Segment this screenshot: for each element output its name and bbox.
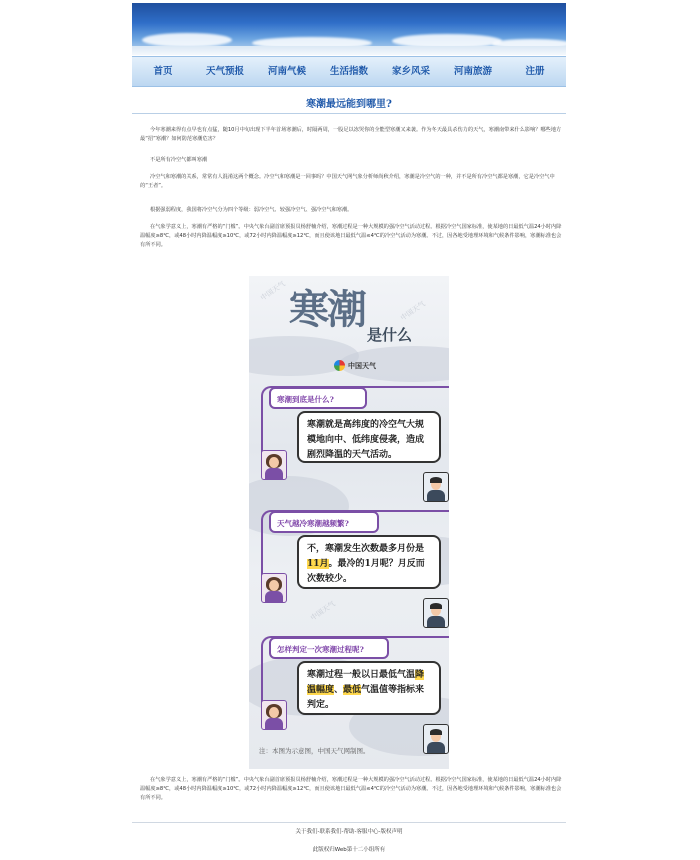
article-paragraph: 在气象学意义上，寒潮有严格的“门槛”。中央气象台副首席预报员杨舒楠介绍，寒潮过程是一种大规模的强冷空气活动过程。根据冷空气国家标准，使某地的日最低气温24小时内降温幅度≥8℃，或48小时内降温幅度≥10℃，或72小时内降温幅度≥12℃，而且使该地日最低气温≤4℃的冷空气活动为寒潮。不过，因各地受地理环境和气候条件影响，寒潮标准也会有所不同。 bbox=[140, 224, 562, 248]
nav-life-index[interactable]: 生活指数 bbox=[329, 66, 368, 77]
nav-hometown[interactable]: 家乡风采 bbox=[391, 66, 430, 77]
header-banner bbox=[132, 3, 566, 55]
watermark-text: 中国天气 bbox=[399, 299, 427, 323]
weather-logo-text: 中国天气 bbox=[348, 361, 376, 370]
question-bubble: 天气越冷寒潮越频繁? bbox=[269, 511, 379, 533]
article-paragraph: 根据强弱程度，我国将冷空气分为四个等级：弱冷空气、较强冷空气、强冷空气和寒潮。 bbox=[150, 207, 353, 213]
male-avatar bbox=[423, 472, 449, 502]
article-paragraph: 在气象学意义上，寒潮有严格的“门槛”。中央气象台副首席预报员杨舒楠介绍，寒潮过程是一种大规模的强冷空气活动过程。根据冷空气国家标准，使某地的日最低气温24小时内降温幅度≥8℃，或48小时内降温幅度≥10℃，或72小时内降温幅度≥12℃，而且使该地日最低气温≤4℃的冷空气活动为寒潮。不过，因各地受地理环境和气候条件影响，寒潮标准也会有所不同。 bbox=[140, 777, 562, 801]
nav-register[interactable]: 注册 bbox=[525, 66, 545, 77]
question-bubble: 怎样判定一次寒潮过程呢? bbox=[269, 637, 389, 659]
answer-bubble bbox=[297, 535, 441, 589]
article-paragraph: 冷空气和寒潮的关系，常常有人混淆这两个概念。冷空气和寒潮是一回事吗？中国天气网气象分析师尚秋介绍，寒潮是冷空气的一种，并不是所有冷空气都是寒潮，它是冷空气中的“王者”。 bbox=[140, 174, 555, 189]
main-nav bbox=[132, 56, 566, 87]
article-title: 寒潮最远能到哪里? bbox=[306, 99, 392, 110]
answer-bubble: 寒潮就是高纬度的冷空气大规模地向中、低纬度侵袭，造成剧烈降温的天气活动。 bbox=[297, 411, 441, 463]
nav-home[interactable]: 首页 bbox=[153, 66, 173, 77]
nav-henan-travel[interactable]: 河南旅游 bbox=[453, 66, 492, 77]
nav-henan-climate[interactable]: 河南气候 bbox=[267, 66, 306, 77]
answer-bubble bbox=[297, 661, 441, 715]
infographic-image bbox=[249, 276, 449, 769]
page-container bbox=[132, 0, 566, 860]
answer-text: 、 bbox=[334, 685, 344, 695]
weather-logo-icon bbox=[334, 360, 345, 371]
article-paragraph: 今年寒潮来得有点早也有点猛，随10月中旬出现下半年首场寒潮后，时隔两周，一股足以冻哭你的全能型寒潮又来袭。作为冬天最具杀伤力的天气，寒潮南带来什么影响？哪些地方最“招”寒潮？如何防范寒潮危害？ bbox=[140, 127, 562, 142]
watermark-text: 中国天气 bbox=[309, 599, 337, 623]
infographic-big-title: 寒潮 bbox=[289, 286, 365, 333]
female-avatar bbox=[261, 573, 287, 603]
female-avatar bbox=[261, 700, 287, 730]
footer-divider bbox=[132, 822, 566, 823]
male-avatar bbox=[423, 724, 449, 754]
answer-text: 气温值等指标来判定。 bbox=[307, 685, 425, 710]
answer-highlight: 最低 bbox=[343, 685, 362, 695]
answer-text: 。最冷的1月呢？月反而次数较少。 bbox=[307, 559, 425, 584]
answer-text: 寒潮过程一般以日最低气温 bbox=[307, 670, 416, 680]
answer-highlight: 降温幅度 bbox=[307, 670, 425, 695]
footer-copyright: 此版权归Web第十二小组所有 bbox=[312, 847, 386, 853]
footer-links[interactable]: 关于我们-联系我们-帮助-客服中心-版权声明 bbox=[295, 829, 403, 835]
answer-text: 不，寒潮发生次数最多月份是 bbox=[307, 544, 425, 554]
question-bubble: 寒潮到底是什么? bbox=[269, 387, 367, 409]
nav-weather-forecast[interactable]: 天气预报 bbox=[205, 66, 244, 77]
infographic-sub-title: 是什么 bbox=[367, 326, 413, 344]
answer-highlight: 11月 bbox=[307, 559, 329, 569]
article-paragraph: 不是所有冷空气都叫寒潮 bbox=[150, 157, 208, 163]
watermark-text: 中国天气 bbox=[259, 279, 287, 303]
male-avatar bbox=[423, 598, 449, 628]
female-avatar bbox=[261, 450, 287, 480]
weather-logo bbox=[334, 360, 376, 371]
title-divider bbox=[132, 113, 566, 114]
infographic-note: 注：本图为示意图，中国天气网制图。 bbox=[259, 747, 370, 755]
